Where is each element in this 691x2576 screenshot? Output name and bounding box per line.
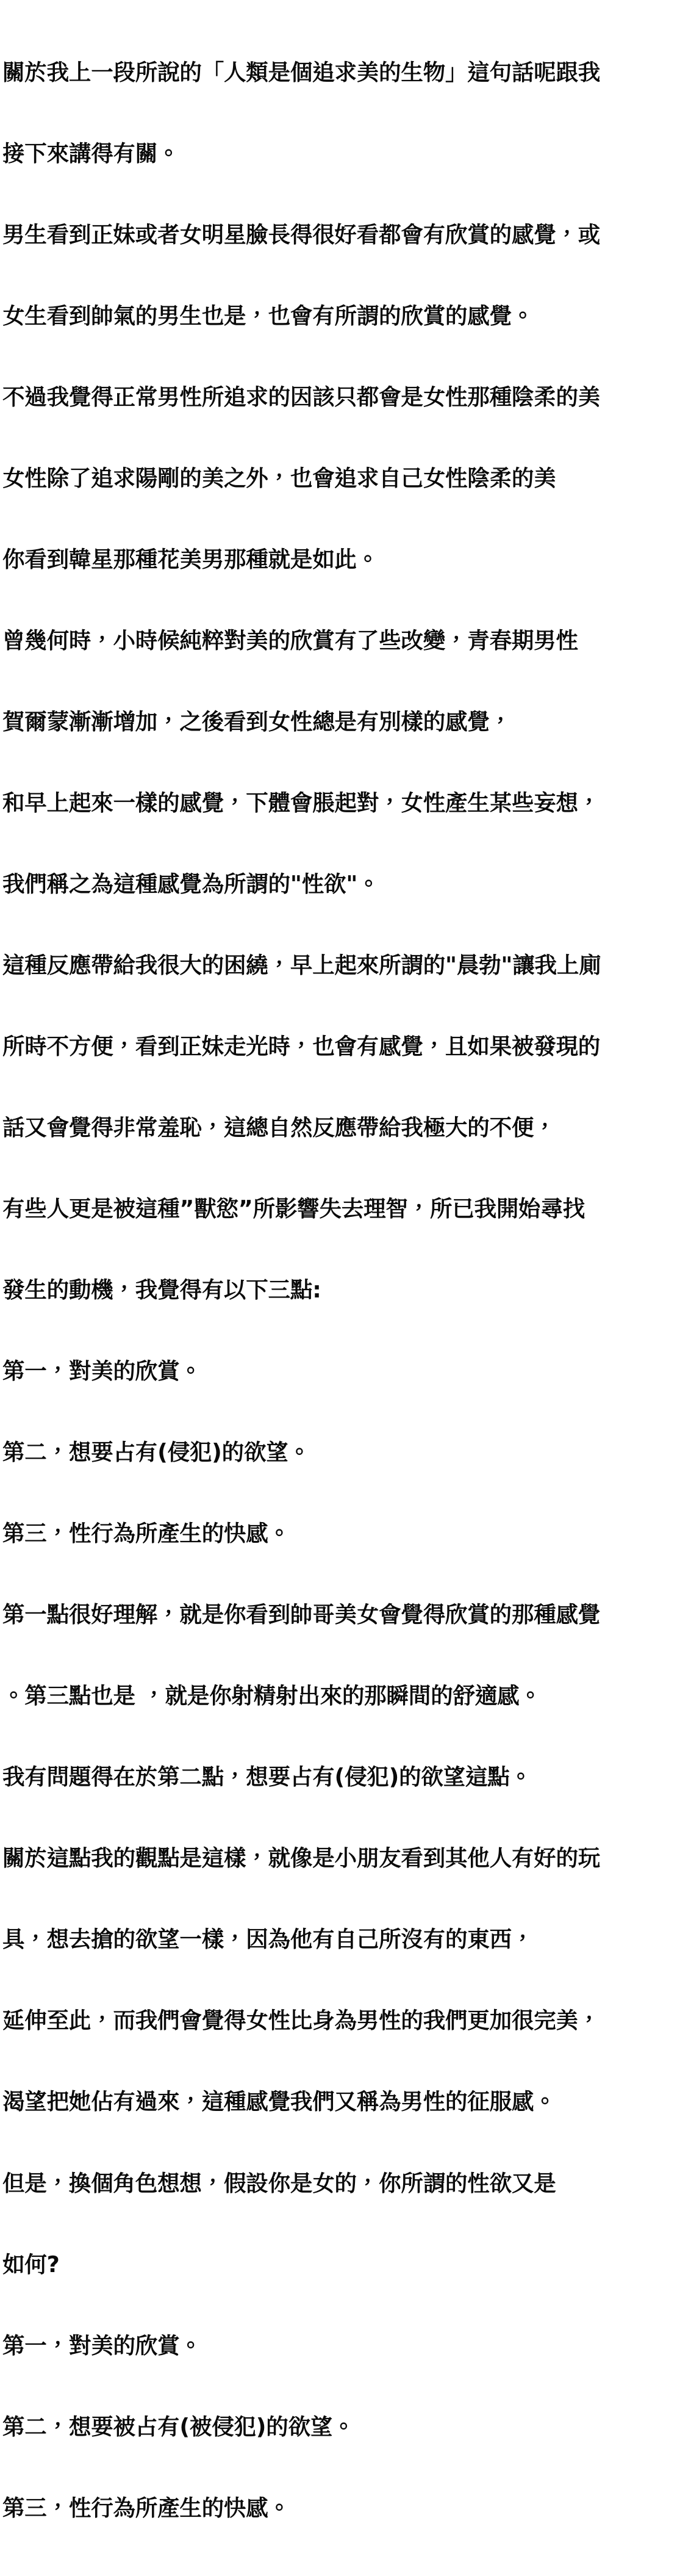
- text-line: 曾幾何時，小時候純粹對美的欣賞有了些改變，青春期男性: [2, 627, 578, 654]
- text-line: 第一，對美的欣賞。: [2, 2332, 202, 2359]
- text-line: 你看到韓星那種花美男那種就是如此。: [2, 546, 379, 572]
- text-line: 賀爾蒙漸漸增加，之後看到女性總是有別樣的感覺，: [2, 708, 512, 735]
- text-line: 延伸至此，而我們會覺得女性比身為男性的我們更加很完美，: [2, 2007, 601, 2034]
- text-line: 女生看到帥氣的男生也是，也會有所謂的欣賞的感覺。: [2, 302, 534, 329]
- document-text-body: [2, 5, 685, 2576]
- text-line: 關於這點我的觀點是這樣，就像是小朋友看到其他人有好的玩: [2, 1845, 601, 1872]
- text-line: 接下來講得有關。: [2, 140, 180, 167]
- text-line: 不過我覺得正常男性所追求的因該只都會是女性那種陰柔的美: [2, 383, 601, 410]
- text-line: 所時不方便，看到正妹走光時，也會有感覺，且如果被發現的: [2, 1033, 601, 1060]
- text-line: 第三，性行為所產生的快感。: [2, 2494, 290, 2521]
- text-line: 渴望把她佔有過來，這種感覺我們又稱為男性的征服感。: [2, 2088, 556, 2115]
- text-line: 第二，想要占有(侵犯)的欲望。: [2, 1439, 310, 1466]
- text-line: 第三，性行為所產生的快感。: [2, 1520, 290, 1547]
- text-line: 第一，對美的欣賞。: [2, 1358, 202, 1385]
- text-line: 第二，想要被占有(被侵犯)的欲望。: [2, 2413, 355, 2440]
- text-line: 話又會覺得非常羞恥，這總自然反應帶給我極大的不便，: [2, 1114, 556, 1141]
- text-line: 如何?: [2, 2251, 60, 2278]
- text-line: 發生的動機，我覺得有以下三點:: [2, 1277, 321, 1304]
- text-line: 第一點很好理解，就是你看到帥哥美女會覺得欣賞的那種感覺: [2, 1601, 601, 1628]
- text-line: 女性除了追求陽剛的美之外，也會追求自己女性陰柔的美: [2, 464, 556, 491]
- text-line: 和早上起來一樣的感覺，下體會脹起對，女性產生某些妄想，: [2, 789, 601, 816]
- text-line: 關於我上一段所說的「人類是個追求美的生物」這句話呢跟我: [2, 59, 601, 85]
- text-line: 男生看到正妹或者女明星臉長得很好看都會有欣賞的感覺，或: [2, 221, 601, 248]
- text-line: 但是，換個角色想想，假設你是女的，你所謂的性欲又是: [2, 2170, 556, 2196]
- text-line: 我有問題得在於第二點，想要占有(侵犯)的欲望這點。: [2, 1764, 532, 1791]
- text-line: 有些人更是被這種”獸慾”所影響失去理智，所已我開始尋找: [2, 1196, 585, 1222]
- text-line: 我們稱之為這種感覺為所謂的"性欲"。: [2, 871, 380, 897]
- text-line: 這種反應帶給我很大的困繞，早上起來所謂的"晨勃"讓我上廁: [2, 952, 601, 979]
- text-line: 具，想去搶的欲望一樣，因為他有自己所沒有的東西，: [2, 1926, 534, 1953]
- text-line: 。第三點也是 ，就是你射精射出來的那瞬間的舒適感。: [2, 1683, 542, 1709]
